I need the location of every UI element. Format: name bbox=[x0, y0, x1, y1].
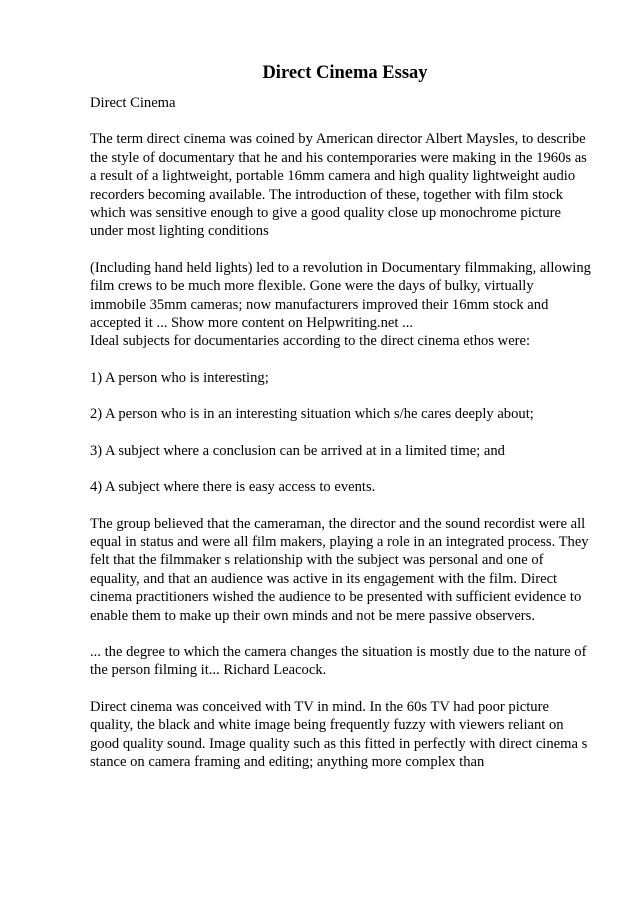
text-line: accepted it ... Show more content on Helpwriting.net ... bbox=[90, 315, 414, 332]
text-line: equality, and that an audience was active in its engagement with the film. Direct bbox=[90, 570, 558, 587]
text-line: stance on camera framing and editing; anything more complex than bbox=[90, 753, 485, 770]
text-line: immobile 35mm cameras; now manufacturers improved their 16mm stock and bbox=[90, 296, 549, 313]
list-item-3 bbox=[90, 442, 600, 460]
list-item-4 bbox=[90, 478, 600, 496]
list-item-2 bbox=[90, 405, 600, 423]
paragraph-tv bbox=[90, 698, 600, 772]
text-line: Direct Cinema bbox=[90, 95, 176, 111]
text-line: a result of a lightweight, portable 16mm camera and high quality lightweight audio bbox=[90, 168, 576, 185]
text-line: felt that the filmmaker s relationship with the subject was personal and one of bbox=[90, 552, 544, 569]
paragraph-heading bbox=[90, 94, 600, 112]
text-line: ... the degree to which the camera changes the situation is mostly due to the nature of bbox=[90, 643, 587, 660]
text-line: enable them to make up their own minds and not be mere passive observers. bbox=[90, 607, 535, 624]
text-line: recorders becoming available. The introduction of these, together with film stock bbox=[90, 186, 564, 203]
paragraph-group bbox=[90, 515, 600, 625]
paragraph-revolution bbox=[90, 259, 600, 351]
text-line: 2) A person who is in an interesting situation which s/he cares deeply about; bbox=[90, 406, 534, 423]
text-line: the person filming it... Richard Leacock. bbox=[90, 662, 327, 679]
text-line: The term direct cinema was coined by American director Albert Maysles, to describe bbox=[90, 131, 586, 148]
text-line: quality, the black and white image being frequently fuzzy with viewers reliant on bbox=[90, 717, 564, 734]
text-line: The group believed that the cameraman, the director and the sound recordist were all bbox=[90, 515, 586, 532]
text-line: 1) A person who is interesting; bbox=[90, 369, 269, 386]
text-line: Direct cinema was conceived with TV in mind. In the 60s TV had poor picture bbox=[90, 698, 549, 715]
text-line: Ideal subjects for documentaries according to the direct cinema ethos were: bbox=[90, 333, 531, 350]
text-line: cinema practitioners wished the audience to be presented with sufficient evidence to bbox=[90, 589, 582, 606]
text-line: good quality sound. Image quality such as this fitted in perfectly with direct cinema s bbox=[90, 735, 588, 752]
text-line: the style of documentary that he and his contemporaries were making in the 1960s as bbox=[90, 149, 587, 166]
paragraph-intro bbox=[90, 130, 600, 240]
text-line: 3) A subject where a conclusion can be arrived at in a limited time; and bbox=[90, 442, 505, 459]
text-line: (Including hand held lights) led to a revolution in Documentary filmmaking, allowing bbox=[90, 259, 591, 276]
document-page bbox=[90, 60, 600, 771]
text-line: film crews to be much more flexible. Gone were the days of bulky, virtually bbox=[90, 278, 534, 295]
paragraph-quote bbox=[90, 643, 600, 680]
document-title: Direct Cinema Essay bbox=[262, 63, 428, 83]
text-line: under most lighting conditions bbox=[90, 223, 269, 240]
list-item-1 bbox=[90, 369, 600, 387]
text-line: which was sensitive enough to give a good quality close up monochrome picture bbox=[90, 205, 561, 222]
text-line: equal in status and were all film makers, playing a role in an integrated process. They bbox=[90, 533, 589, 550]
text-line: 4) A subject where there is easy access to events. bbox=[90, 479, 376, 496]
